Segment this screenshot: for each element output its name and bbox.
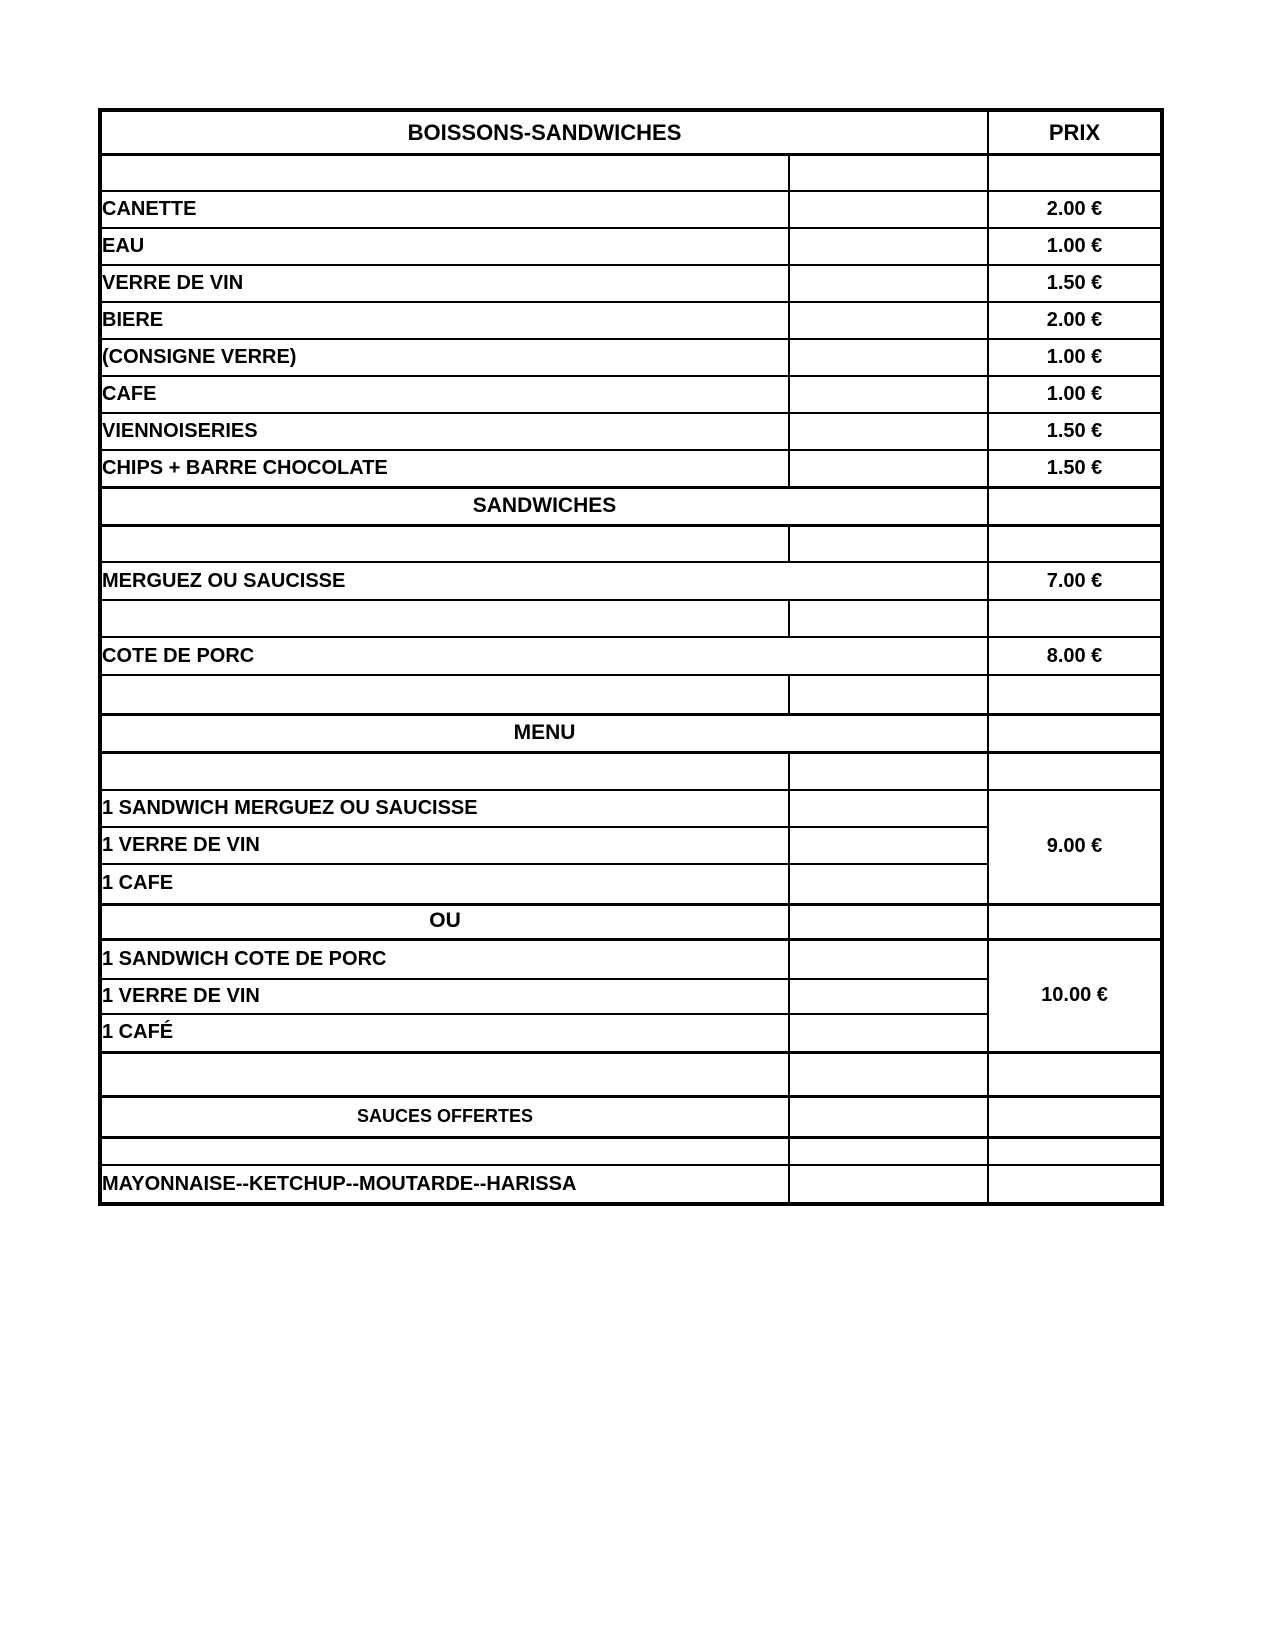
empty-cell [789, 525, 988, 562]
empty-cell [789, 228, 988, 265]
item-price: 7.00 € [988, 562, 1162, 600]
empty-cell [789, 790, 988, 827]
item-price: 1.00 € [988, 376, 1162, 413]
item-label: VIENNOISERIES [100, 413, 789, 450]
empty-cell [988, 1137, 1162, 1165]
spacer-row [100, 525, 1162, 562]
item-label: 1 SANDWICH MERGUEZ OU SAUCISSE [100, 790, 789, 827]
item-price: 1.50 € [988, 450, 1162, 487]
empty-cell [100, 1052, 789, 1096]
item-label: CAFE [100, 376, 789, 413]
empty-cell [789, 154, 988, 191]
drink-row-consigne-verre [100, 339, 1162, 376]
spacer-row [100, 675, 1162, 714]
sandwich-row-cote-de-porc [100, 637, 1162, 675]
empty-cell [100, 600, 789, 637]
item-label: MERGUEZ OU SAUCISSE [100, 562, 988, 600]
item-label: CANETTE [100, 191, 789, 228]
drink-row-verre-de-vin [100, 265, 1162, 302]
table-title: BOISSONS-SANDWICHES [100, 110, 988, 154]
empty-cell [789, 1096, 988, 1137]
separator-row-ou [100, 904, 1162, 939]
item-label: (CONSIGNE VERRE) [100, 339, 789, 376]
empty-cell [789, 939, 988, 979]
sauces-list: MAYONNAISE--KETCHUP--MOUTARDE--HARISSA [100, 1165, 789, 1204]
spacer-row [100, 752, 1162, 790]
section-title: SAUCES OFFERTES [100, 1096, 789, 1137]
empty-cell [789, 265, 988, 302]
empty-cell [789, 302, 988, 339]
empty-cell [789, 413, 988, 450]
empty-cell [988, 1165, 1162, 1204]
empty-cell [100, 525, 789, 562]
section-row-sauces [100, 1096, 1162, 1137]
section-row-menu [100, 714, 1162, 752]
drink-row-viennoiseries [100, 413, 1162, 450]
empty-cell [789, 1052, 988, 1096]
empty-cell [789, 1137, 988, 1165]
section-title: MENU [100, 714, 988, 752]
menu-option2-line1-row [100, 939, 1162, 979]
section-title: SANDWICHES [100, 487, 988, 525]
item-label: VERRE DE VIN [100, 265, 789, 302]
item-price: 8.00 € [988, 637, 1162, 675]
empty-cell [789, 376, 988, 413]
drink-row-biere [100, 302, 1162, 339]
empty-cell [988, 487, 1162, 525]
empty-cell [988, 525, 1162, 562]
price-column-header: PRIX [988, 110, 1162, 154]
empty-cell [789, 1014, 988, 1052]
empty-cell [789, 864, 988, 904]
empty-cell [988, 904, 1162, 939]
spacer-row [100, 154, 1162, 191]
item-label: COTE DE PORC [100, 637, 988, 675]
empty-cell [789, 675, 988, 714]
empty-cell [988, 752, 1162, 790]
item-label: 1 CAFÉ [100, 1014, 789, 1052]
item-label: EAU [100, 228, 789, 265]
empty-cell [988, 154, 1162, 191]
empty-cell [988, 600, 1162, 637]
empty-cell [789, 1165, 988, 1204]
item-price: 2.00 € [988, 191, 1162, 228]
menu-option1-line1-row [100, 790, 1162, 827]
spacer-row [100, 1052, 1162, 1096]
item-price: 1.00 € [988, 339, 1162, 376]
empty-cell [100, 154, 789, 191]
menu-option2-price: 10.00 € [988, 939, 1162, 1052]
menu-table [98, 108, 1164, 1206]
drink-row-eau [100, 228, 1162, 265]
item-price: 1.50 € [988, 413, 1162, 450]
drink-row-cafe [100, 376, 1162, 413]
empty-cell [100, 1137, 789, 1165]
section-row-sandwiches [100, 487, 1162, 525]
empty-cell [789, 191, 988, 228]
item-label: 1 VERRE DE VIN [100, 979, 789, 1014]
item-label: 1 CAFE [100, 864, 789, 904]
empty-cell [789, 600, 988, 637]
empty-cell [100, 752, 789, 790]
item-label: 1 SANDWICH COTE DE PORC [100, 939, 789, 979]
empty-cell [100, 675, 789, 714]
item-price: 2.00 € [988, 302, 1162, 339]
menu-option1-price: 9.00 € [988, 790, 1162, 904]
empty-cell [988, 675, 1162, 714]
sandwich-row-merguez [100, 562, 1162, 600]
sauces-list-row [100, 1165, 1162, 1204]
empty-cell [789, 904, 988, 939]
item-label: 1 VERRE DE VIN [100, 827, 789, 864]
empty-cell [789, 752, 988, 790]
separator-label: OU [100, 904, 789, 939]
empty-cell [789, 979, 988, 1014]
empty-cell [988, 1096, 1162, 1137]
header-row [100, 110, 1162, 154]
spacer-row [100, 1137, 1162, 1165]
empty-cell [988, 714, 1162, 752]
item-label: BIERE [100, 302, 789, 339]
item-label: CHIPS + BARRE CHOCOLATE [100, 450, 789, 487]
empty-cell [789, 827, 988, 864]
empty-cell [988, 1052, 1162, 1096]
drink-row-canette [100, 191, 1162, 228]
empty-cell [789, 450, 988, 487]
item-price: 1.00 € [988, 228, 1162, 265]
drink-row-chips-barre-chocolate [100, 450, 1162, 487]
item-price: 1.50 € [988, 265, 1162, 302]
spacer-row [100, 600, 1162, 637]
empty-cell [789, 339, 988, 376]
